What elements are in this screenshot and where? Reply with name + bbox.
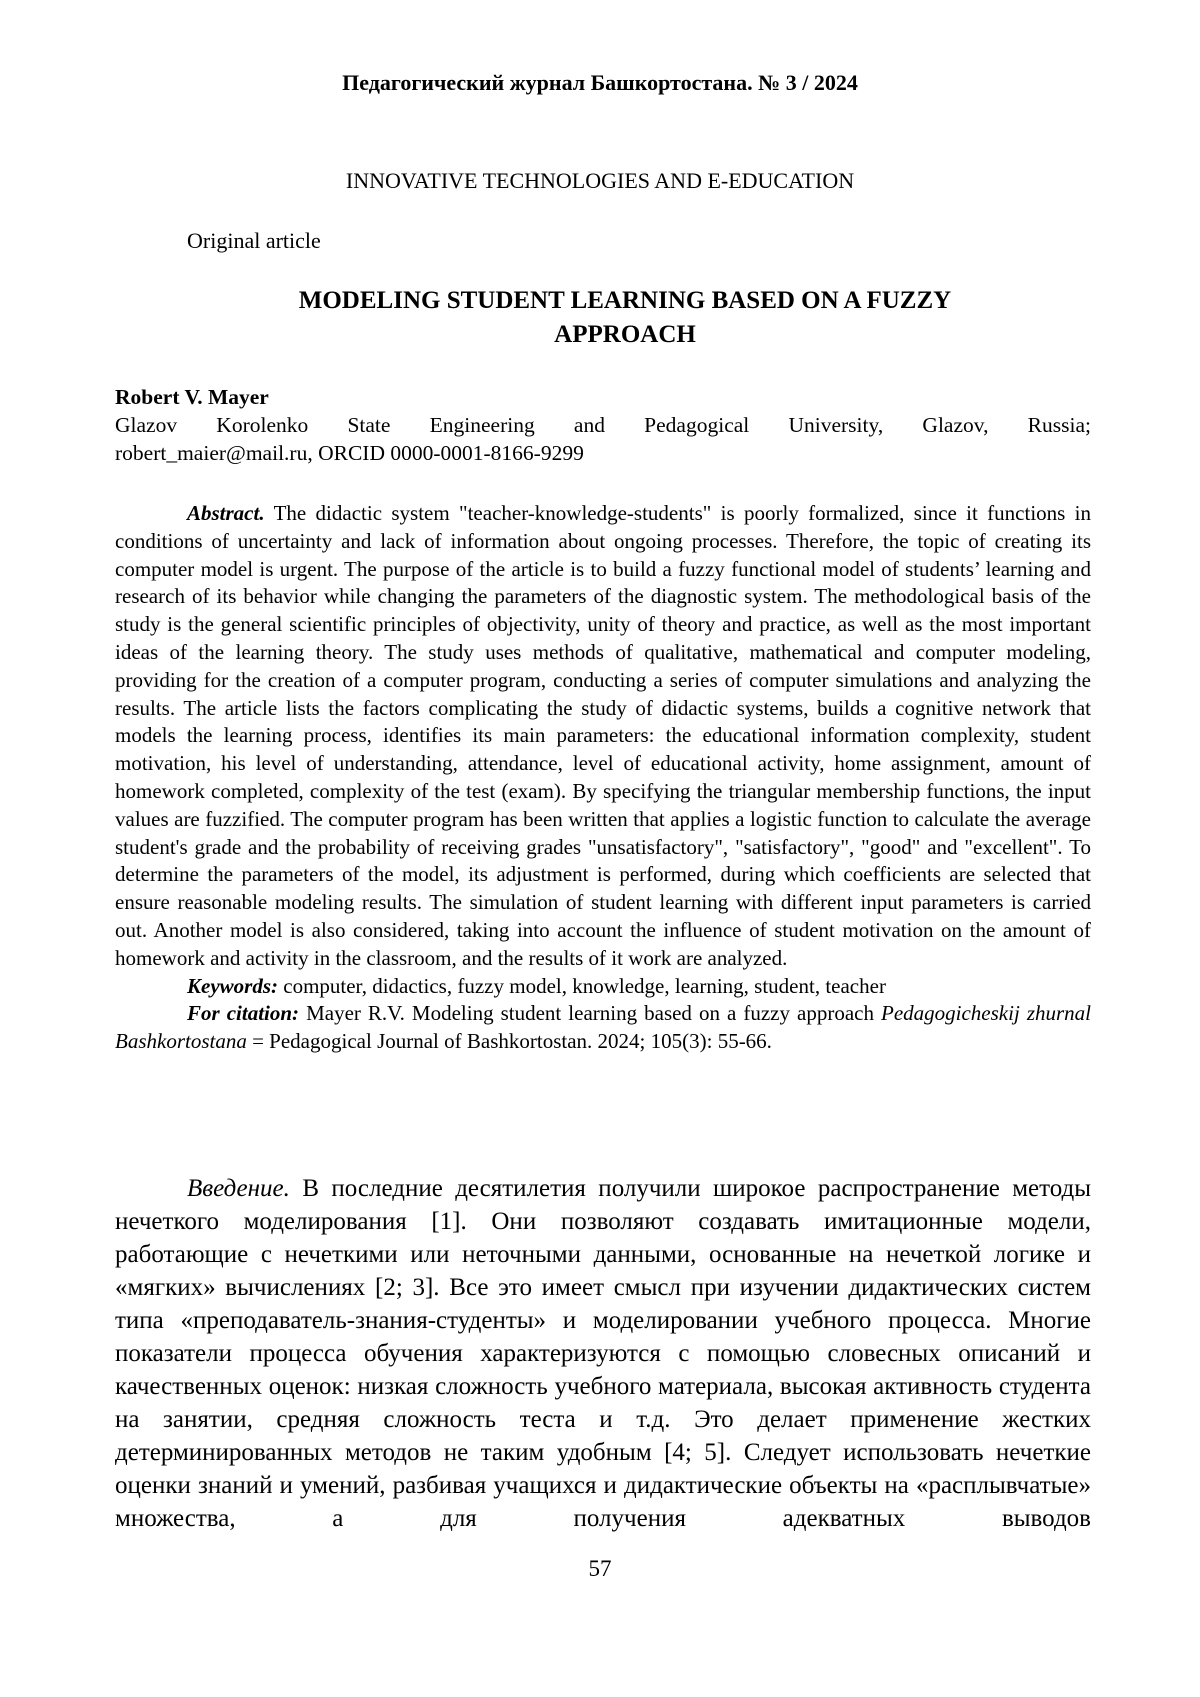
page-number: 57 bbox=[588, 1556, 612, 1581]
keywords-line bbox=[115, 973, 1091, 1001]
author-block bbox=[115, 383, 1091, 467]
citation-journal: Pedagogicheskij zhurnal Bashkortostana bbox=[115, 1001, 1091, 1054]
author-affiliation: Glazov Korolenko State Engineering and Pedagogical University, Glazov, Russia; bbox=[115, 413, 1091, 437]
citation-details: = Pedagogical Journal of Bashkortostan. 2024; 105(3): 55-66. bbox=[252, 1029, 772, 1054]
citation-paragraph bbox=[115, 1000, 1091, 1056]
body-text bbox=[115, 1172, 1091, 1535]
abstract-paragraph bbox=[115, 500, 1091, 973]
keywords-label: Keywords: bbox=[187, 973, 278, 998]
article-title: MODELING STUDENT LEARNING BASED ON A FUZZY APPROACH bbox=[298, 287, 952, 348]
intro-label: Введение. bbox=[187, 1175, 290, 1202]
abstract-section bbox=[115, 500, 1091, 1056]
keywords-text: computer, didactics, fuzzy model, knowledge, learning, student, teacher bbox=[283, 973, 886, 998]
running-header: Педагогический журнал Башкортостана. № 3 / 2024 bbox=[342, 70, 858, 95]
author-contact: robert_maier@mail.ru, ORCID 0000-0001-8166-9299 bbox=[115, 441, 584, 465]
abstract-label: Abstract. bbox=[187, 501, 265, 525]
intro-paragraph bbox=[115, 1172, 1091, 1535]
citation-label: For citation: bbox=[187, 1001, 300, 1026]
author-name: Robert V. Mayer bbox=[115, 385, 269, 409]
section-heading: INNOVATIVE TECHNOLOGIES AND E-EDUCATION bbox=[345, 168, 855, 193]
intro-text: В последние десятилетия получили широкое распространение методы нечеткого моделирования [1]. Они позволяют создавать имитационные модели, работающие с нечеткими или неточными данными, основанные на нечеткой логике и «мягких» вычислениях [2; 3]. Все это имеет смысл при изучении дидактических систем типа «преподаватель-знания-студенты» и моделировании учебного процесса. Многие показатели процесса обучения характеризуются с помощью словесных описаний и качественных оценок: низкая сложность учебного материала, высокая активность студента на занятии, средняя сложность теста и т.д. Это делает применение жестких детерминированных методов не таким удобным [4; 5]. Следует использовать нечеткие оценки знаний и умений, разбивая учащихся и дидактические объекты на «расплывчатые» множества, а для получения адекватных выводов bbox=[115, 1175, 1092, 1532]
citation-text: Mayer R.V. Modeling student learning based on a fuzzy approach bbox=[306, 1001, 874, 1026]
abstract-text: The didactic system "teacher-knowledge-students" is poorly formalized, since it functions in conditions of uncertainty and lack of information about ongoing processes. Therefore, the topic of creating its computer model is urgent. The purpose of the article is to build a fuzzy functional model of students’ learning and research of its behavior while changing the parameters of the diagnostic system. The methodological basis of the study is the general scientific principles of objectivity, unity of theory and practice, as well as the most important ideas of the learning theory. The study uses methods of qualitative, mathematical and computer modeling, providing for the creation of a computer program, conducting a series of computer simulations and analyzing the results. The article lists the factors complicating the study of didactic systems, builds a cognitive network that models the learning process, identifies its main parameters: the educational information complexity, student motivation, his level of understanding, attendance, level of educational activity, home assignment, amount of homework completed, complexity of the test (exam). By specifying the triangular membership functions, the input values are fuzzified. The computer program has been written that applies a logistic function to calculate the average student's grade and the probability of receiving grades "unsatisfactory", "satisfactory", "good" and "excellent". To determine the parameters of the model, its adjustment is performed, during which coefficients are selected that ensure reasonable modeling results. The simulation of student learning with different input parameters is carried out. Another model is also considered, taking into account the influence of student motivation on the amount of homework and activity in the classroom, and the results of it work are analyzed. bbox=[115, 501, 1092, 970]
article-type-label: Original article bbox=[187, 228, 321, 253]
